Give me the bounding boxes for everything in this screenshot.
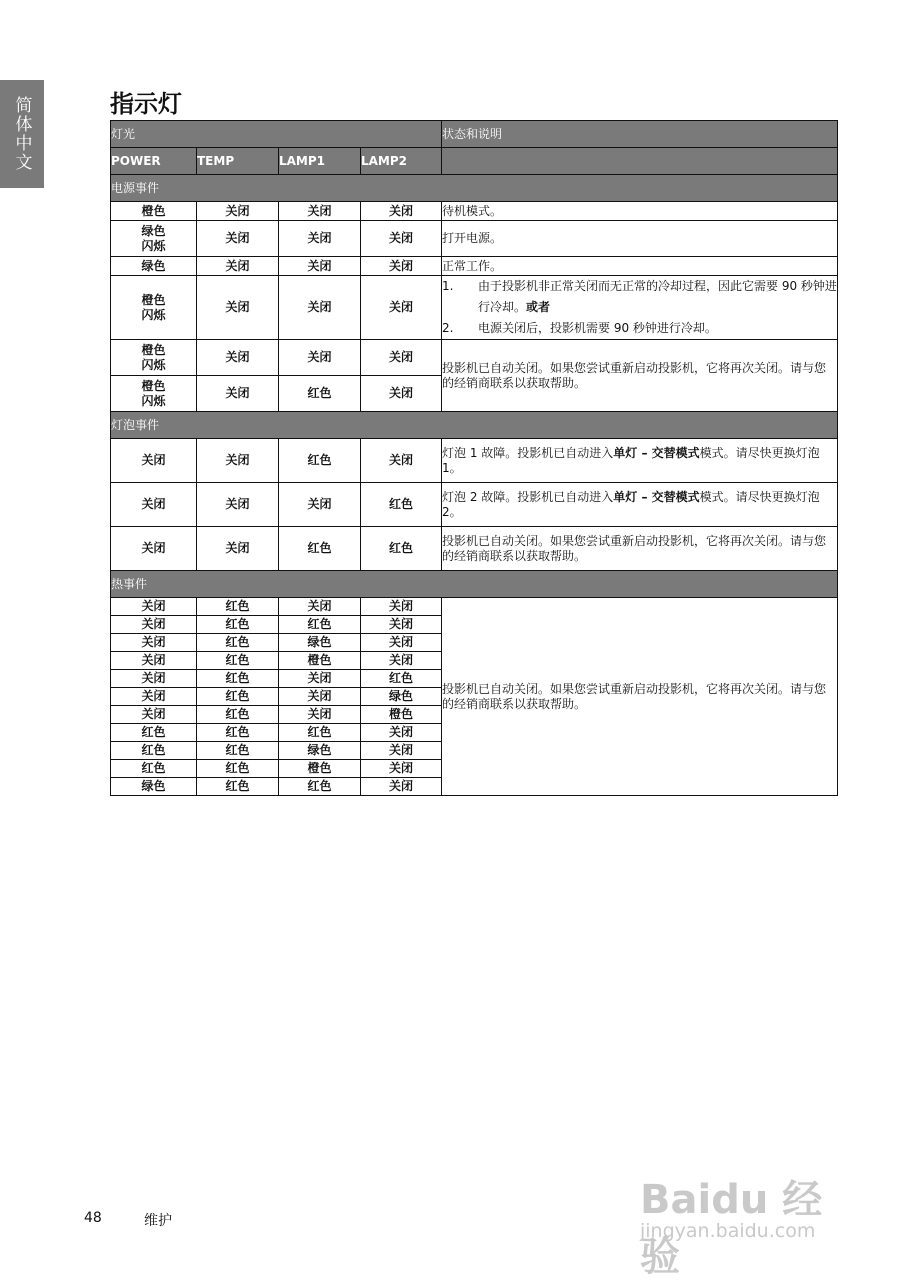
cell-lamp2: 关闭 <box>361 376 442 412</box>
lamp2-fail-text: 灯泡 2 故障。投影机已自动进入 <box>442 489 614 504</box>
cell-power: 绿色 <box>111 778 197 796</box>
cell-power: 红色 <box>111 760 197 778</box>
cell-temp: 关闭 <box>197 276 279 340</box>
cell-description: 投影机已自动关闭。如果您尝试重新启动投影机，它将再次关闭。请与您的经销商联系以获取帮助。 <box>442 340 838 412</box>
table-row <box>111 340 838 376</box>
cell-lamp1: 橙色 <box>279 760 361 778</box>
cell-temp: 红色 <box>197 634 279 652</box>
cell-temp: 红色 <box>197 670 279 688</box>
section-title-lamp: 灯泡事件 <box>111 412 838 439</box>
list-item <box>442 276 837 318</box>
table-row <box>111 221 838 257</box>
cell-description: 投影机已自动关闭。如果您尝试重新启动投影机，它将再次关闭。请与您的经销商联系以获取帮助。 <box>442 527 838 571</box>
cell-lamp2: 橙色 <box>361 706 442 724</box>
table-row <box>111 257 838 276</box>
section-header-row <box>111 175 838 202</box>
cell-lamp1: 红色 <box>279 616 361 634</box>
cooling-list <box>442 276 837 339</box>
page-number: 48 <box>84 1210 102 1226</box>
table-row <box>111 483 838 527</box>
cell-power: 绿色 闪烁 <box>111 221 197 257</box>
table-row <box>111 202 838 221</box>
cell-lamp1: 关闭 <box>279 706 361 724</box>
lamp1-fail-text: 灯泡 1 故障。投影机已自动进入 <box>442 445 614 460</box>
cell-lamp1: 关闭 <box>279 670 361 688</box>
cell-description: 打开电源。 <box>442 221 838 257</box>
cell-power: 关闭 <box>111 483 197 527</box>
language-label: 简体中文 <box>11 96 32 172</box>
cell-power: 橙色 闪烁 <box>111 276 197 340</box>
cell-description <box>442 439 838 483</box>
list-item-text: 电源关闭后，投影机需要 90 秒钟进行冷却。 <box>478 321 717 335</box>
footer-section-label: 维护 <box>144 1213 172 1229</box>
cell-lamp2: 关闭 <box>361 634 442 652</box>
header-power: POWER <box>111 148 197 175</box>
cell-description <box>442 483 838 527</box>
cell-lamp1: 红色 <box>279 376 361 412</box>
cell-lamp1: 关闭 <box>279 688 361 706</box>
cell-power: 关闭 <box>111 634 197 652</box>
cell-power: 关闭 <box>111 616 197 634</box>
cell-lamp1: 关闭 <box>279 276 361 340</box>
cell-power: 关闭 <box>111 670 197 688</box>
list-item <box>442 318 837 339</box>
header-empty <box>442 148 838 175</box>
cell-lamp1: 关闭 <box>279 598 361 616</box>
cell-description: 正常工作。 <box>442 257 838 276</box>
header-light: 灯光 <box>111 121 442 148</box>
cell-temp: 红色 <box>197 706 279 724</box>
header-lamp2: LAMP2 <box>361 148 442 175</box>
lamp-mode-name: 单灯 – 交替模式 <box>613 489 700 504</box>
cell-temp: 关闭 <box>197 202 279 221</box>
cell-lamp2: 关闭 <box>361 616 442 634</box>
cell-lamp2: 绿色 <box>361 688 442 706</box>
cell-lamp1: 绿色 <box>279 742 361 760</box>
cell-lamp1: 红色 <box>279 724 361 742</box>
cell-description: 待机模式。 <box>442 202 838 221</box>
cell-temp: 关闭 <box>197 221 279 257</box>
cell-temp: 红色 <box>197 742 279 760</box>
cell-lamp2: 关闭 <box>361 340 442 376</box>
cell-temp: 红色 <box>197 598 279 616</box>
section-header-row <box>111 571 838 598</box>
cell-lamp1: 关闭 <box>279 340 361 376</box>
cell-power: 红色 <box>111 742 197 760</box>
lamp1-fail-text-end: 模式。请尽快更换灯泡 1。 <box>442 445 820 475</box>
cell-temp: 红色 <box>197 760 279 778</box>
cell-power: 关闭 <box>111 688 197 706</box>
cell-power: 红色 <box>111 724 197 742</box>
cell-temp: 关闭 <box>197 527 279 571</box>
cell-power: 关闭 <box>111 706 197 724</box>
cell-lamp2: 关闭 <box>361 652 442 670</box>
cell-lamp2: 红色 <box>361 670 442 688</box>
section-title-power: 电源事件 <box>111 175 838 202</box>
table-row <box>111 598 838 616</box>
cell-lamp2: 关闭 <box>361 257 442 276</box>
cell-power: 绿色 <box>111 257 197 276</box>
cell-lamp1: 关闭 <box>279 257 361 276</box>
list-item-text <box>478 276 837 318</box>
watermark-url: jingyan.baidu.com <box>640 1220 816 1242</box>
cell-power: 橙色 闪烁 <box>111 376 197 412</box>
list-item-number: 1. <box>442 279 454 293</box>
cell-lamp1: 红色 <box>279 439 361 483</box>
cell-temp: 红色 <box>197 652 279 670</box>
cell-lamp1: 红色 <box>279 527 361 571</box>
cell-power: 关闭 <box>111 527 197 571</box>
header-lamp1: LAMP1 <box>279 148 361 175</box>
cell-temp: 红色 <box>197 778 279 796</box>
page-title: 指示灯 <box>110 90 182 118</box>
lamp2-fail-text-end: 模式。请尽快更换灯泡 2。 <box>442 489 820 519</box>
cell-temp: 红色 <box>197 688 279 706</box>
cell-lamp1: 橙色 <box>279 652 361 670</box>
cell-power: 关闭 <box>111 598 197 616</box>
table-row <box>111 276 838 340</box>
table-header-columns-row <box>111 148 838 175</box>
cell-lamp2: 红色 <box>361 527 442 571</box>
cell-lamp2: 关闭 <box>361 276 442 340</box>
cell-temp: 红色 <box>197 616 279 634</box>
cell-description-cooling <box>442 276 838 340</box>
cell-lamp2: 关闭 <box>361 778 442 796</box>
cell-lamp1: 绿色 <box>279 634 361 652</box>
section-header-row <box>111 412 838 439</box>
table-row <box>111 527 838 571</box>
cell-lamp1: 关闭 <box>279 202 361 221</box>
cell-temp: 关闭 <box>197 439 279 483</box>
or-keyword: 或者 <box>526 300 551 314</box>
cell-lamp2: 关闭 <box>361 202 442 221</box>
section-title-thermal: 热事件 <box>111 571 838 598</box>
cell-power: 橙色 闪烁 <box>111 340 197 376</box>
cell-lamp2: 关闭 <box>361 760 442 778</box>
cell-temp: 关闭 <box>197 257 279 276</box>
table-row <box>111 439 838 483</box>
cell-lamp2: 关闭 <box>361 439 442 483</box>
cell-lamp2: 关闭 <box>361 598 442 616</box>
cell-lamp1: 红色 <box>279 778 361 796</box>
cell-lamp1: 关闭 <box>279 483 361 527</box>
cell-lamp1: 关闭 <box>279 221 361 257</box>
header-temp: TEMP <box>197 148 279 175</box>
indicator-table <box>110 120 838 796</box>
language-side-tab <box>0 80 44 188</box>
cell-lamp2: 关闭 <box>361 221 442 257</box>
cell-temp: 关闭 <box>197 340 279 376</box>
cell-power: 橙色 <box>111 202 197 221</box>
cell-temp: 关闭 <box>197 376 279 412</box>
cell-power: 关闭 <box>111 652 197 670</box>
lamp-mode-name: 单灯 – 交替模式 <box>613 445 700 460</box>
cell-temp: 红色 <box>197 724 279 742</box>
cell-power: 关闭 <box>111 439 197 483</box>
cell-lamp2: 关闭 <box>361 742 442 760</box>
list-item-number: 2. <box>442 321 454 335</box>
header-status: 状态和说明 <box>442 121 838 148</box>
cell-lamp2: 红色 <box>361 483 442 527</box>
cell-temp: 关闭 <box>197 483 279 527</box>
baidu-jingyan-watermark <box>640 1150 850 1280</box>
watermark-logo: Baidu 经验 <box>640 1177 823 1280</box>
cell-lamp2: 关闭 <box>361 724 442 742</box>
cell-description: 投影机已自动关闭。如果您尝试重新启动投影机，它将再次关闭。请与您的经销商联系以获取帮助。 <box>442 598 838 796</box>
cooling-reason-text: 由于投影机非正常关闭而无正常的冷却过程，因此它需要 90 秒钟进行冷却。 <box>478 279 837 314</box>
table-header-group-row <box>111 121 838 148</box>
